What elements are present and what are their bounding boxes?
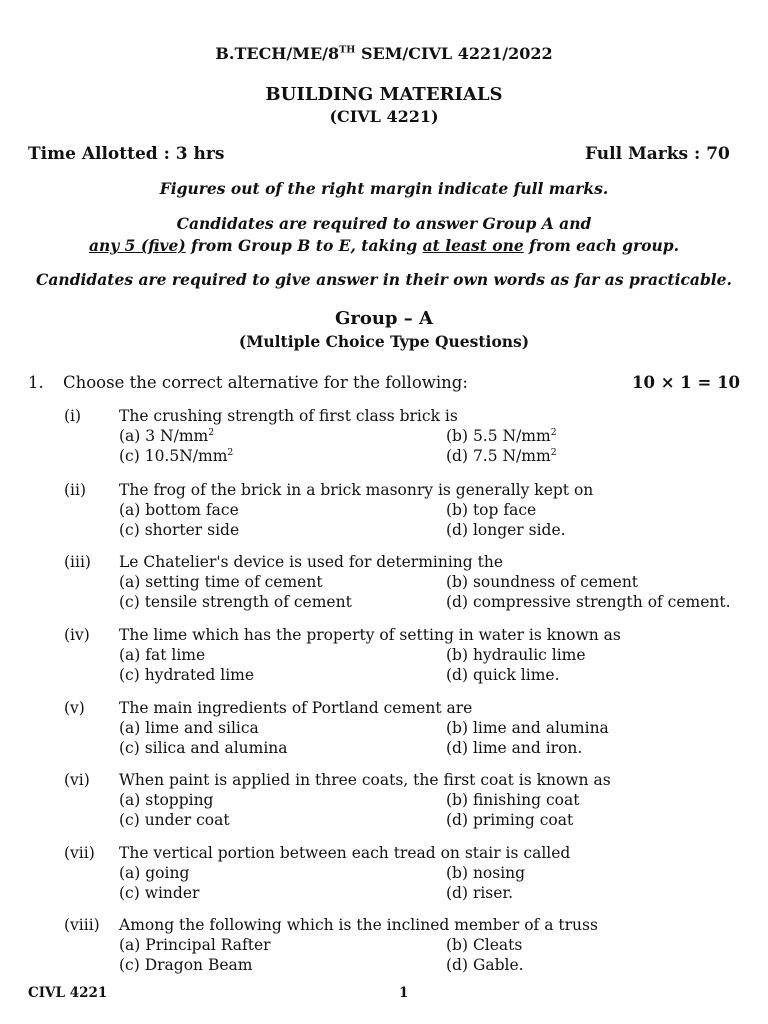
- subquestion-number: (vi): [64, 771, 90, 789]
- paper-title: BUILDING MATERIALS: [265, 84, 503, 105]
- instruction-from-groups: from Group B to E, taking: [185, 236, 423, 255]
- subquestion-number: (iii): [64, 553, 91, 571]
- group-subtitle: (Multiple Choice Type Questions): [238, 332, 530, 351]
- full-marks: Full Marks : 70: [585, 144, 730, 164]
- option-b: (b) hydraulic lime: [446, 646, 586, 664]
- option-c: (c) shorter side: [119, 521, 240, 539]
- question-number: 1.: [28, 373, 44, 392]
- option-a: (a) stopping: [119, 791, 214, 809]
- subquestion-text: The frog of the brick in a brick masonry is generally kept on: [119, 481, 594, 499]
- course-code-post: SEM/CIVL 4221/2022: [355, 44, 553, 63]
- option-a: (a) fat lime: [119, 646, 206, 664]
- option-c: (c) hydrated lime: [119, 666, 255, 684]
- option-a: (a) setting time of cement: [119, 573, 323, 591]
- option-c: (c) under coat: [119, 811, 230, 829]
- instruction-line-2: Candidates are required to answer Group A and: [176, 214, 592, 233]
- option-c: (c) tensile strength of cement: [119, 593, 352, 611]
- option-c: (c) Dragon Beam: [119, 956, 253, 974]
- paper-subtitle: (CIVL 4221): [329, 107, 439, 126]
- option-b: (b) Cleats: [446, 936, 523, 954]
- instruction-line-1: Figures out of the right margin indicate full marks.: [159, 179, 609, 198]
- subquestion-number: (viii): [64, 916, 100, 934]
- subquestion-text: Among the following which is the inclined member of a truss: [119, 916, 598, 934]
- course-code-pre: B.TECH/ME/8: [215, 44, 340, 63]
- option-d: (d) lime and iron.: [446, 739, 583, 757]
- option-a: (a) 3 $N/mm^2$: [119, 426, 215, 445]
- option-d: (d) riser.: [446, 884, 514, 902]
- instruction-each-group: from each group.: [523, 236, 680, 255]
- option-b: (b) finishing coat: [446, 791, 580, 809]
- option-a: (a) lime and silica: [119, 719, 259, 737]
- subquestion-number: (ii): [64, 481, 87, 499]
- footer-course-code: CIVL 4221: [28, 985, 108, 1001]
- subquestion-number: (v): [64, 699, 85, 717]
- option-a: (a) going: [119, 864, 190, 882]
- instruction-any-five: any 5 (five): [88, 236, 186, 255]
- option-b: (b) lime and alumina: [446, 719, 609, 737]
- option-d: (d) 7.5 $N/mm^2$: [446, 446, 557, 465]
- option-b: (b) nosing: [446, 864, 526, 882]
- group-title: Group – A: [334, 308, 434, 329]
- option-c: (c) silica and alumina: [119, 739, 288, 757]
- time-allotted: Time Allotted : 3 hrs: [28, 144, 225, 164]
- option-b: (b) top face: [446, 501, 537, 519]
- option-d: (d) compressive strength of cement.: [446, 593, 731, 611]
- option-b: (b) 5.5 $N/mm^2$: [446, 426, 557, 445]
- instruction-line-4: Candidates are required to give answer in their own words as far as practicable.: [36, 270, 732, 289]
- option-c: (c) winder: [119, 884, 200, 902]
- option-c: (c) $10.5N/mm^2$: [119, 446, 234, 465]
- page-number: 1: [399, 985, 409, 1001]
- option-a: (a) Principal Rafter: [119, 936, 271, 954]
- question-marks: 10 × 1 = 10: [632, 373, 741, 392]
- instruction-line-3: [0, 236, 768, 255]
- option-a: (a) bottom face: [119, 501, 239, 519]
- option-d: (d) longer side.: [446, 521, 566, 539]
- option-b: (b) soundness of cement: [446, 573, 639, 591]
- subquestion-text: The crushing strength of first class brick is: [119, 407, 458, 425]
- course-code-sup: TH: [339, 44, 356, 56]
- question-text: Choose the correct alternative for the following:: [63, 373, 468, 392]
- subquestion-text: The lime which has the property of setting in water is known as: [119, 626, 621, 644]
- subquestion-number: (vii): [64, 844, 95, 862]
- option-d: (d) quick lime.: [446, 666, 560, 684]
- option-d: (d) priming coat: [446, 811, 574, 829]
- instruction-at-least-one: at least one: [422, 236, 524, 255]
- option-d: (d) Gable.: [446, 956, 524, 974]
- subquestion-text: When paint is applied in three coats, the first coat is known as: [119, 771, 611, 789]
- subquestion-text: The main ingredients of Portland cement are: [119, 699, 473, 717]
- subquestion-text: The vertical portion between each tread on stair is called: [119, 844, 571, 862]
- course-code-line: [0, 44, 768, 63]
- subquestion-number: (i): [64, 407, 82, 425]
- subquestion-text: Le Chatelier's device is used for determining the: [119, 553, 504, 571]
- subquestion-number: (iv): [64, 626, 90, 644]
